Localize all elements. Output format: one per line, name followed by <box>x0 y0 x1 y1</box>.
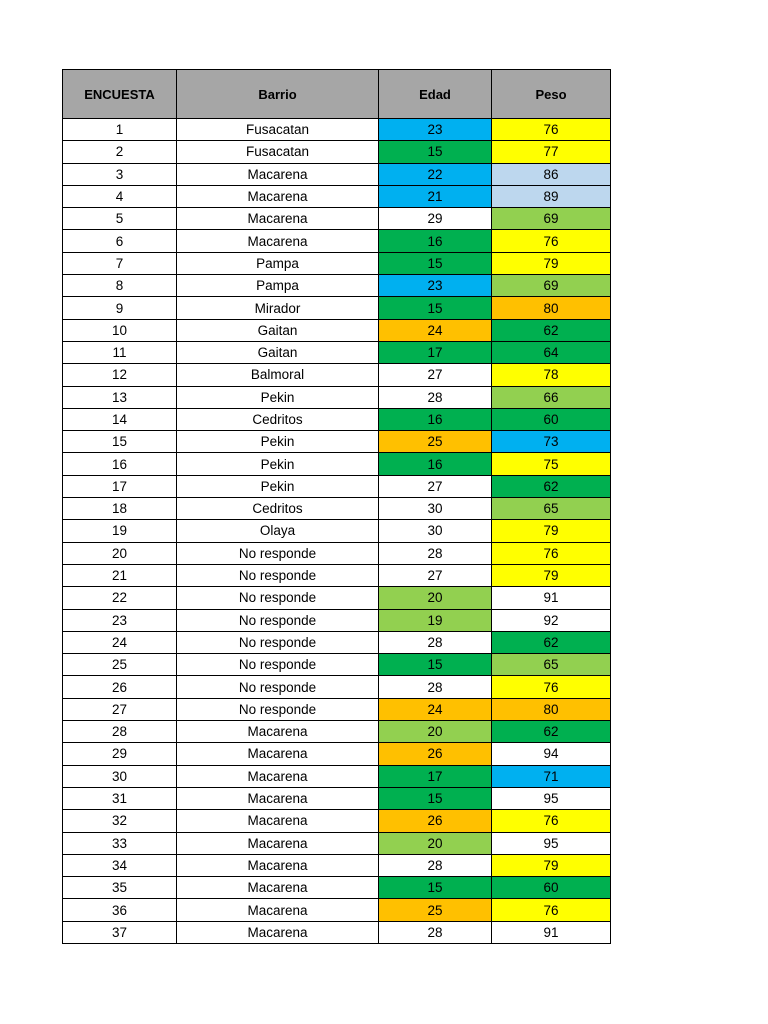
table-row <box>63 832 611 854</box>
cell-barrio: Pekin <box>177 386 379 408</box>
cell-barrio: Macarena <box>177 721 379 743</box>
cell-peso: 92 <box>492 609 611 631</box>
cell-encuesta: 12 <box>63 364 177 386</box>
cell-encuesta: 3 <box>63 163 177 185</box>
cell-encuesta: 14 <box>63 408 177 430</box>
cell-encuesta: 24 <box>63 631 177 653</box>
table-row <box>63 431 611 453</box>
cell-peso: 71 <box>492 765 611 787</box>
cell-peso: 69 <box>492 275 611 297</box>
cell-peso: 73 <box>492 431 611 453</box>
cell-encuesta: 4 <box>63 185 177 207</box>
cell-barrio: Macarena <box>177 230 379 252</box>
cell-encuesta: 20 <box>63 542 177 564</box>
table-row <box>63 587 611 609</box>
cell-edad: 20 <box>379 587 492 609</box>
cell-edad: 26 <box>379 743 492 765</box>
cell-encuesta: 13 <box>63 386 177 408</box>
cell-barrio: Olaya <box>177 520 379 542</box>
cell-peso: 79 <box>492 564 611 586</box>
table-row <box>63 208 611 230</box>
table-row <box>63 698 611 720</box>
cell-barrio: Macarena <box>177 921 379 943</box>
cell-edad: 15 <box>379 654 492 676</box>
cell-edad: 25 <box>379 899 492 921</box>
table-row <box>63 721 611 743</box>
cell-edad: 17 <box>379 341 492 363</box>
table-row <box>63 408 611 430</box>
table-row <box>63 810 611 832</box>
cell-encuesta: 26 <box>63 676 177 698</box>
cell-barrio: Cedritos <box>177 498 379 520</box>
cell-encuesta: 19 <box>63 520 177 542</box>
table-row <box>63 921 611 943</box>
cell-encuesta: 32 <box>63 810 177 832</box>
cell-encuesta: 5 <box>63 208 177 230</box>
cell-edad: 28 <box>379 854 492 876</box>
cell-encuesta: 30 <box>63 765 177 787</box>
cell-peso: 95 <box>492 832 611 854</box>
cell-encuesta: 18 <box>63 498 177 520</box>
cell-barrio: Macarena <box>177 185 379 207</box>
cell-edad: 28 <box>379 676 492 698</box>
cell-peso: 62 <box>492 721 611 743</box>
cell-encuesta: 16 <box>63 453 177 475</box>
cell-peso: 65 <box>492 654 611 676</box>
cell-barrio: No responde <box>177 698 379 720</box>
cell-edad: 30 <box>379 520 492 542</box>
cell-barrio: Pekin <box>177 453 379 475</box>
cell-edad: 19 <box>379 609 492 631</box>
table-row <box>63 364 611 386</box>
cell-encuesta: 34 <box>63 854 177 876</box>
cell-peso: 66 <box>492 386 611 408</box>
cell-peso: 64 <box>492 341 611 363</box>
cell-barrio: No responde <box>177 676 379 698</box>
cell-barrio: No responde <box>177 564 379 586</box>
cell-encuesta: 31 <box>63 787 177 809</box>
cell-encuesta: 29 <box>63 743 177 765</box>
cell-encuesta: 8 <box>63 275 177 297</box>
cell-encuesta: 35 <box>63 877 177 899</box>
cell-peso: 91 <box>492 921 611 943</box>
survey-table <box>62 69 611 944</box>
cell-barrio: Balmoral <box>177 364 379 386</box>
cell-encuesta: 2 <box>63 141 177 163</box>
cell-encuesta: 11 <box>63 341 177 363</box>
header-barrio: Barrio <box>177 70 379 119</box>
cell-edad: 30 <box>379 498 492 520</box>
cell-edad: 27 <box>379 564 492 586</box>
cell-peso: 62 <box>492 319 611 341</box>
table-row <box>63 386 611 408</box>
table-row <box>63 498 611 520</box>
cell-barrio: Macarena <box>177 765 379 787</box>
cell-barrio: Pekin <box>177 475 379 497</box>
table-row <box>63 877 611 899</box>
cell-edad: 15 <box>379 141 492 163</box>
cell-barrio: Macarena <box>177 899 379 921</box>
cell-edad: 28 <box>379 386 492 408</box>
cell-edad: 28 <box>379 921 492 943</box>
cell-peso: 95 <box>492 787 611 809</box>
header-encuesta: ENCUESTA <box>63 70 177 119</box>
cell-edad: 15 <box>379 252 492 274</box>
header-peso: Peso <box>492 70 611 119</box>
cell-peso: 76 <box>492 899 611 921</box>
cell-encuesta: 22 <box>63 587 177 609</box>
cell-edad: 25 <box>379 431 492 453</box>
cell-edad: 24 <box>379 319 492 341</box>
cell-peso: 76 <box>492 542 611 564</box>
cell-peso: 79 <box>492 252 611 274</box>
cell-barrio: Gaitan <box>177 341 379 363</box>
cell-barrio: Gaitan <box>177 319 379 341</box>
cell-peso: 80 <box>492 297 611 319</box>
cell-peso: 69 <box>492 208 611 230</box>
cell-edad: 15 <box>379 297 492 319</box>
cell-edad: 24 <box>379 698 492 720</box>
table-row <box>63 542 611 564</box>
cell-encuesta: 15 <box>63 431 177 453</box>
cell-edad: 27 <box>379 475 492 497</box>
cell-edad: 28 <box>379 542 492 564</box>
cell-peso: 80 <box>492 698 611 720</box>
table-row <box>63 520 611 542</box>
cell-encuesta: 27 <box>63 698 177 720</box>
cell-barrio: No responde <box>177 631 379 653</box>
cell-edad: 23 <box>379 119 492 141</box>
cell-encuesta: 28 <box>63 721 177 743</box>
cell-barrio: Macarena <box>177 787 379 809</box>
cell-edad: 26 <box>379 810 492 832</box>
cell-barrio: No responde <box>177 587 379 609</box>
cell-edad: 15 <box>379 787 492 809</box>
cell-peso: 79 <box>492 854 611 876</box>
cell-barrio: Macarena <box>177 854 379 876</box>
cell-peso: 65 <box>492 498 611 520</box>
table-row <box>63 787 611 809</box>
table-row <box>63 475 611 497</box>
cell-encuesta: 25 <box>63 654 177 676</box>
cell-barrio: No responde <box>177 654 379 676</box>
cell-barrio: Pampa <box>177 275 379 297</box>
table-row <box>63 185 611 207</box>
cell-barrio: No responde <box>177 609 379 631</box>
cell-encuesta: 21 <box>63 564 177 586</box>
cell-peso: 76 <box>492 230 611 252</box>
cell-barrio: Macarena <box>177 163 379 185</box>
cell-barrio: Pekin <box>177 431 379 453</box>
cell-barrio: Mirador <box>177 297 379 319</box>
table-row <box>63 854 611 876</box>
table-row <box>63 765 611 787</box>
cell-encuesta: 23 <box>63 609 177 631</box>
table-row <box>63 141 611 163</box>
cell-edad: 16 <box>379 230 492 252</box>
header-row <box>63 70 611 119</box>
cell-encuesta: 10 <box>63 319 177 341</box>
cell-peso: 75 <box>492 453 611 475</box>
table-row <box>63 654 611 676</box>
cell-peso: 86 <box>492 163 611 185</box>
cell-encuesta: 17 <box>63 475 177 497</box>
cell-edad: 27 <box>379 364 492 386</box>
cell-peso: 77 <box>492 141 611 163</box>
cell-peso: 78 <box>492 364 611 386</box>
cell-peso: 91 <box>492 587 611 609</box>
cell-edad: 16 <box>379 408 492 430</box>
cell-edad: 21 <box>379 185 492 207</box>
cell-peso: 60 <box>492 408 611 430</box>
cell-encuesta: 33 <box>63 832 177 854</box>
cell-encuesta: 1 <box>63 119 177 141</box>
table-row <box>63 609 611 631</box>
table-row <box>63 453 611 475</box>
cell-encuesta: 36 <box>63 899 177 921</box>
cell-edad: 15 <box>379 877 492 899</box>
cell-edad: 20 <box>379 832 492 854</box>
cell-edad: 17 <box>379 765 492 787</box>
cell-barrio: Cedritos <box>177 408 379 430</box>
cell-edad: 20 <box>379 721 492 743</box>
cell-peso: 62 <box>492 475 611 497</box>
cell-edad: 23 <box>379 275 492 297</box>
header-edad: Edad <box>379 70 492 119</box>
cell-peso: 89 <box>492 185 611 207</box>
cell-barrio: Macarena <box>177 810 379 832</box>
cell-peso: 60 <box>492 877 611 899</box>
table-row <box>63 743 611 765</box>
cell-barrio: Macarena <box>177 743 379 765</box>
cell-peso: 79 <box>492 520 611 542</box>
cell-peso: 76 <box>492 119 611 141</box>
cell-barrio: Pampa <box>177 252 379 274</box>
cell-peso: 76 <box>492 810 611 832</box>
cell-encuesta: 9 <box>63 297 177 319</box>
cell-edad: 16 <box>379 453 492 475</box>
cell-barrio: Fusacatan <box>177 119 379 141</box>
cell-peso: 62 <box>492 631 611 653</box>
cell-edad: 29 <box>379 208 492 230</box>
table-row <box>63 676 611 698</box>
cell-barrio: Macarena <box>177 208 379 230</box>
table-row <box>63 297 611 319</box>
cell-barrio: Macarena <box>177 877 379 899</box>
table-row <box>63 275 611 297</box>
table-body <box>63 119 611 944</box>
cell-encuesta: 37 <box>63 921 177 943</box>
table-row <box>63 564 611 586</box>
table-row <box>63 119 611 141</box>
cell-peso: 94 <box>492 743 611 765</box>
cell-encuesta: 7 <box>63 252 177 274</box>
cell-barrio: Fusacatan <box>177 141 379 163</box>
table-row <box>63 631 611 653</box>
cell-peso: 76 <box>492 676 611 698</box>
table-row <box>63 163 611 185</box>
cell-barrio: No responde <box>177 542 379 564</box>
table-row <box>63 319 611 341</box>
table-row <box>63 252 611 274</box>
table-row <box>63 341 611 363</box>
table-row <box>63 230 611 252</box>
cell-edad: 28 <box>379 631 492 653</box>
table-row <box>63 899 611 921</box>
cell-barrio: Macarena <box>177 832 379 854</box>
cell-edad: 22 <box>379 163 492 185</box>
cell-encuesta: 6 <box>63 230 177 252</box>
